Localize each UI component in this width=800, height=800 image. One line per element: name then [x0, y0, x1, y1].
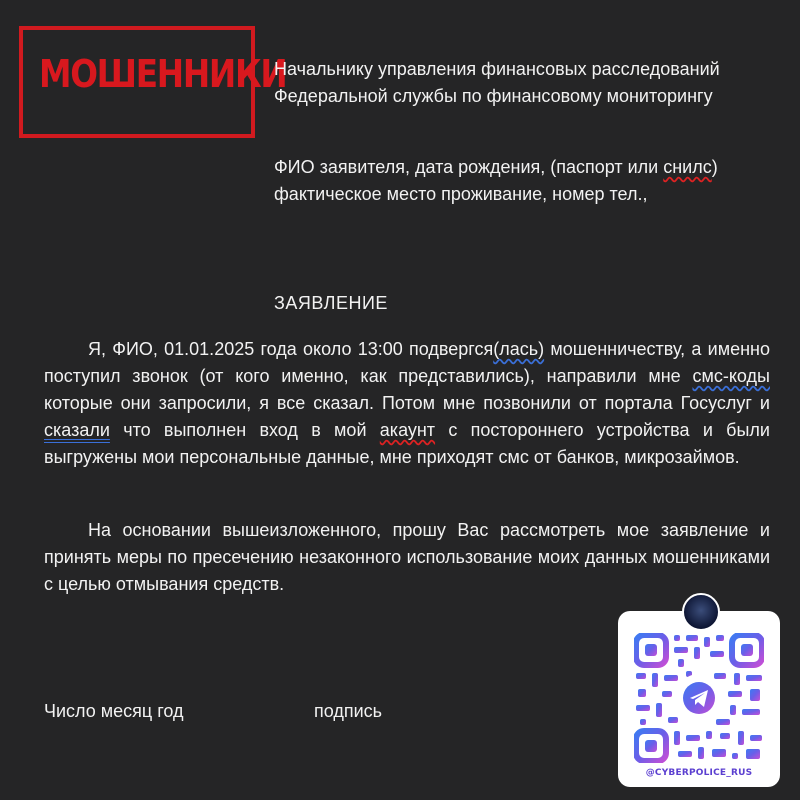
date-label: Число месяц год	[44, 701, 184, 721]
applicant-block	[274, 154, 718, 208]
spellcheck-word: акаунт	[379, 420, 436, 440]
spellcheck-word: снилс	[663, 157, 712, 177]
cyberpolice-emblem-icon	[682, 593, 720, 631]
signature-label: подпись	[314, 701, 383, 721]
addressee-block	[274, 56, 720, 110]
applicant-line-1: ФИО заявителя, дата рождения, (паспорт или снилс)	[274, 157, 718, 177]
document-title: ЗАЯВЛЕНИЕ	[274, 293, 388, 313]
statement-paragraph-1: Я, ФИО, 01.01.2025 года около 13:00 подвергся(лась) мошенничеству, а именно поступил звонок (от кого именно, как представились), направили мне смс-коды которые они запросили, я все сказал. Потом мне позвонили от портала Госуслуг и сказали что выполнен вход в мой акаунт с постороннего устройства и были выгружены мои персональные данные, мне приходят смс от банков, микрозаймов.	[44, 339, 770, 467]
addressee-line-1: Начальнику управления финансовых расследований	[274, 59, 720, 79]
telegram-qr-code-icon[interactable]	[634, 633, 764, 763]
grammar-flag: (лась)	[493, 339, 545, 359]
qr-card[interactable]	[618, 611, 780, 787]
telegram-handle[interactable]: @CYBERPOLICE_RUS	[645, 768, 753, 778]
grammar-flag: смс-коды	[692, 366, 770, 386]
stamp-text: МОШЕННИКИ	[38, 52, 287, 96]
statement-paragraph-2: На основании вышеизложенного, прошу Вас рассмотреть мое заявление и принять меры по пресечению незаконного использование моих данных мошенниками с целью отмывания средств.	[44, 520, 770, 594]
grammar-flag: сказали	[44, 420, 110, 440]
applicant-line-2: фактическое место проживание, номер тел.,	[274, 184, 648, 204]
fraud-stamp	[19, 26, 287, 138]
addressee-line-2: Федеральной службы по финансовому мониторингу	[274, 86, 713, 106]
